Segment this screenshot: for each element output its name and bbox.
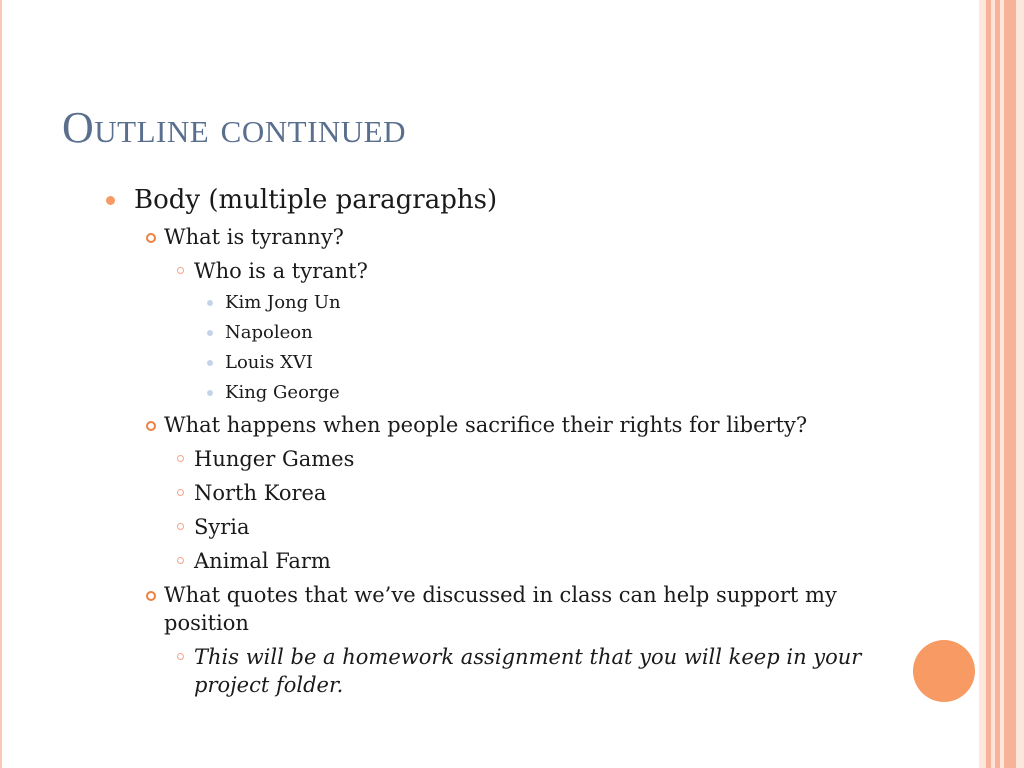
bullet-what-is-tyranny [104, 223, 904, 251]
bullet-list [104, 184, 904, 705]
bullet-text: Syria [194, 515, 250, 539]
small-ring-bullet-icon [177, 489, 184, 496]
bullet-text: Kim Jong Un [225, 292, 341, 313]
bullet-text: What is tyranny? [164, 225, 344, 249]
bullet-example [104, 513, 904, 541]
bullet-tyrant [104, 321, 904, 345]
bullet-text: What happens when people sacrifice their rights for liberty? [164, 413, 808, 437]
bullet-text: King George [225, 382, 340, 403]
bullet-text: This will be a homework assignment that you will keep in your project folder. [194, 645, 862, 697]
bullet-text: North Korea [194, 481, 327, 505]
small-ring-bullet-icon [177, 523, 184, 530]
bullet-text: Who is a tyrant? [194, 259, 368, 283]
dot-bullet-icon [207, 390, 213, 396]
bullet-example [104, 445, 904, 473]
small-ring-bullet-icon [177, 267, 184, 274]
right-border-stripe [1016, 0, 1024, 768]
right-border-stripe [979, 0, 986, 768]
bullet-text: Animal Farm [194, 549, 331, 573]
small-ring-bullet-icon [177, 653, 184, 660]
bullet-text: Louis XVI [225, 352, 314, 373]
bullet-sacrifice-rights [104, 411, 904, 439]
left-border-stripe [0, 0, 2, 768]
small-ring-bullet-icon [177, 557, 184, 564]
bullet-tyrant [104, 351, 904, 375]
right-border-stripe [1004, 0, 1016, 768]
bullet-who-is-a-tyrant [104, 257, 904, 285]
bullet-homework-note [104, 643, 904, 699]
dot-bullet-icon [207, 330, 213, 336]
bullet-text: Hunger Games [194, 447, 355, 471]
bullet-text: What quotes that we’ve discussed in class can help support my position [164, 583, 837, 635]
bullet-text: Napoleon [225, 322, 313, 343]
slide-title: Outline continued [62, 103, 406, 152]
dot-bullet-icon [207, 360, 213, 366]
ring-bullet-icon [146, 233, 156, 243]
decorative-circle [913, 640, 975, 702]
dot-bullet-icon [207, 300, 213, 306]
bullet-tyrant [104, 291, 904, 315]
bullet-quotes [104, 581, 904, 637]
bullet-example [104, 547, 904, 575]
filled-circle-bullet-icon [106, 196, 115, 205]
bullet-tyrant [104, 381, 904, 405]
bullet-body [104, 184, 904, 216]
bullet-text: Body (multiple paragraphs) [134, 185, 498, 215]
ring-bullet-icon [146, 421, 156, 431]
ring-bullet-icon [146, 591, 156, 601]
small-ring-bullet-icon [177, 455, 184, 462]
bullet-example [104, 479, 904, 507]
